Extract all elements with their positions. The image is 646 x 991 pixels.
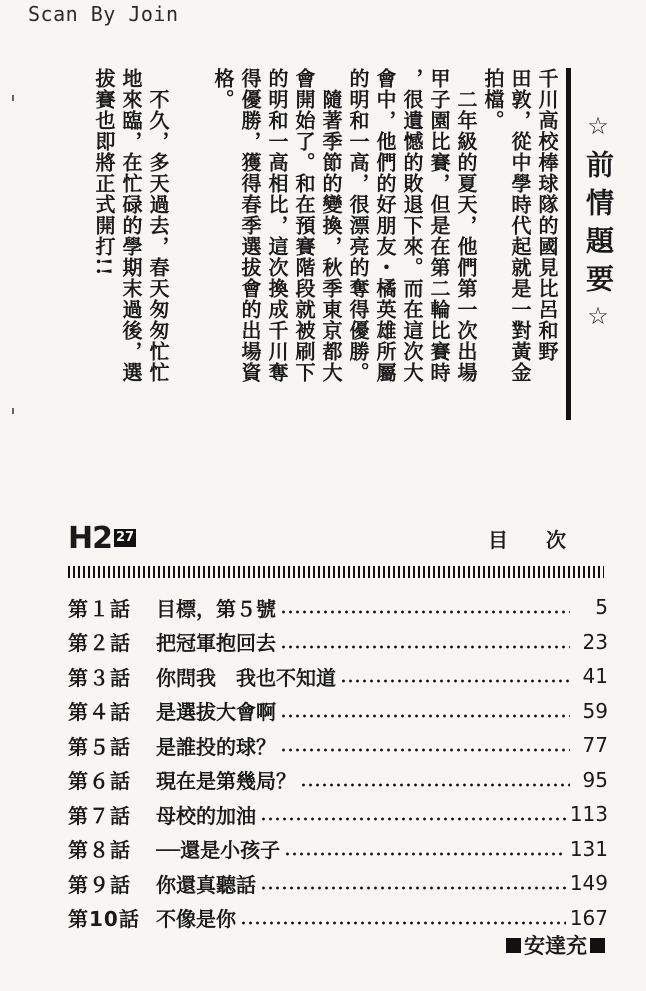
header-rule bbox=[68, 566, 604, 578]
toc-list bbox=[68, 590, 608, 935]
dot-leader bbox=[340, 679, 570, 683]
page-number: 23 bbox=[582, 629, 608, 654]
logo-text: H2 bbox=[68, 520, 112, 556]
summary-column: 格。 bbox=[211, 68, 235, 110]
square-icon bbox=[506, 938, 521, 953]
toc-entry[interactable] bbox=[68, 866, 608, 901]
toc-entry[interactable] bbox=[68, 763, 608, 798]
toc-entry[interactable] bbox=[68, 728, 608, 763]
page-number: 41 bbox=[582, 664, 608, 689]
summary-divider bbox=[566, 68, 571, 420]
summary-column: ，很遺憾的敗退下來。而在這次大 bbox=[400, 68, 424, 383]
summary-column: 隨著季節的變換，秋季東京都大 bbox=[319, 68, 343, 383]
summary-column: 的明和一高，很漂亮的奪得優勝。 bbox=[346, 68, 370, 383]
toc-entry[interactable] bbox=[68, 659, 608, 694]
summary-column: 田敦，從中學時代起就是一對黃金 bbox=[508, 68, 532, 383]
summary-title bbox=[578, 112, 618, 340]
dot-leader bbox=[280, 714, 570, 718]
summary-column: 二年級的夏天，他們第一次出場 bbox=[454, 68, 478, 383]
chapter-title: 不像是你 bbox=[156, 907, 236, 932]
dot-leader bbox=[240, 921, 566, 925]
star-icon: ☆ bbox=[584, 112, 612, 150]
chapter-number: 第４話 bbox=[68, 700, 131, 725]
story-summary bbox=[80, 68, 620, 428]
chapter-number: 第10話 bbox=[68, 907, 140, 932]
page-number: 167 bbox=[569, 905, 608, 930]
toc-entry[interactable] bbox=[68, 694, 608, 729]
chapter-number: 第３話 bbox=[68, 665, 131, 690]
chapter-title: 是誰投的球？ bbox=[156, 734, 276, 759]
author-credit bbox=[503, 930, 608, 960]
chapter-title: 是選拔大會啊 bbox=[156, 700, 276, 725]
dot-leader bbox=[260, 886, 566, 890]
chapter-title: 目標，第５號 bbox=[156, 596, 276, 621]
summary-column: 會中，他們的好朋友・橘英雄所屬 bbox=[373, 68, 397, 383]
square-icon bbox=[590, 938, 605, 953]
dot-leader bbox=[280, 610, 570, 614]
volume-badge: 27 bbox=[115, 530, 135, 545]
chapter-title: 你還真聽話 bbox=[156, 872, 256, 897]
summary-column: 的明和一高相比，這次換成千川奪 bbox=[265, 68, 289, 383]
page-number: 95 bbox=[582, 767, 608, 792]
summary-column: 千川高校棒球隊的國見比呂和野 bbox=[535, 68, 559, 362]
chapter-title: ──還是小孩子 bbox=[156, 838, 281, 863]
toc-heading: 目次 bbox=[488, 528, 604, 552]
summary-column: 得優勝，獲得春季選拔會的出場資 bbox=[238, 68, 262, 383]
scan-credit: Scan By Join bbox=[28, 2, 179, 26]
summary-column: 拍檔。 bbox=[481, 68, 505, 131]
dot-leader bbox=[284, 852, 566, 856]
page-number: 5 bbox=[595, 595, 608, 620]
chapter-title: 把冠軍抱回去 bbox=[156, 631, 276, 656]
chapter-title: 母校的加油 bbox=[156, 803, 256, 828]
chapter-number: 第９話 bbox=[68, 872, 131, 897]
chapter-number: 第１話 bbox=[68, 596, 131, 621]
dot-leader bbox=[260, 817, 566, 821]
dot-leader bbox=[280, 645, 570, 649]
scan-speck bbox=[12, 408, 14, 414]
page-number: 77 bbox=[582, 733, 608, 758]
chapter-number: 第５話 bbox=[68, 734, 131, 759]
series-logo bbox=[68, 522, 136, 554]
dot-leader bbox=[300, 783, 570, 787]
scan-speck bbox=[12, 95, 14, 101]
chapter-title: 現在是第幾局？ bbox=[156, 769, 296, 794]
dot-leader bbox=[280, 748, 570, 752]
page-number: 59 bbox=[582, 698, 608, 723]
toc-entry[interactable] bbox=[68, 625, 608, 660]
summary-column: 地來臨，在忙碌的學期末過後，選 bbox=[119, 68, 143, 383]
toc-entry[interactable] bbox=[68, 590, 608, 625]
toc-entry[interactable] bbox=[68, 797, 608, 832]
chapter-number: 第７話 bbox=[68, 803, 131, 828]
page-number: 113 bbox=[569, 802, 608, 827]
toc-header bbox=[68, 522, 608, 566]
chapter-number: 第８話 bbox=[68, 838, 131, 863]
page-number: 131 bbox=[569, 836, 608, 861]
chapter-title: 你問我 我也不知道 bbox=[156, 665, 336, 690]
summary-column: 拔賽也即將正式開打!! bbox=[92, 68, 116, 277]
summary-column: 會開始了。和在預賽階段就被刷下 bbox=[292, 68, 316, 383]
chapter-number: 第２話 bbox=[68, 631, 131, 656]
summary-column: 不久，多天過去，春天匆匆忙忙 bbox=[146, 68, 170, 383]
toc-entry[interactable] bbox=[68, 832, 608, 867]
page-number: 149 bbox=[569, 871, 608, 896]
summary-column: 甲子園比賽，但是在第二輪比賽時 bbox=[427, 68, 451, 383]
star-icon: ☆ bbox=[584, 302, 612, 340]
author-name: 安達充 bbox=[524, 934, 587, 958]
chapter-number: 第６話 bbox=[68, 769, 131, 794]
summary-title-text: 前情題要 bbox=[582, 150, 615, 302]
